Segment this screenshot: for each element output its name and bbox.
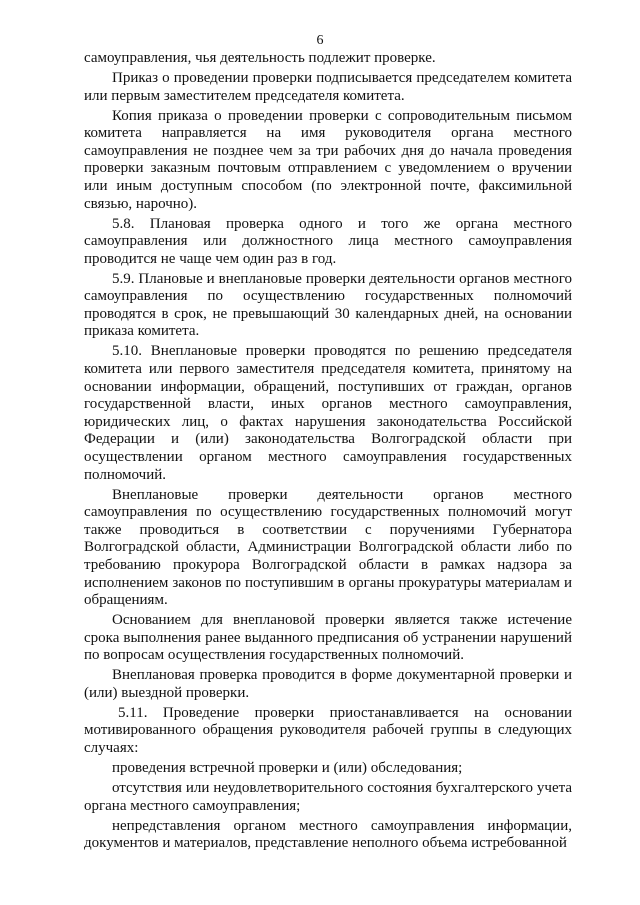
document-body xyxy=(84,50,572,855)
paragraph-unplanned-basis: Основанием для внеплановой проверки является также истечение срока выполнения ранее выданного предписания об устранении нарушений по вопросам осуществления государственных полномочий. xyxy=(84,612,572,664)
paragraph-5-10: 5.10. Внеплановые проверки проводятся по решению председателя комитета или первого заместителя председателя комитета, принятому на основании информации, обращений, поступивших от граждан, органов государственной власти, иных органов местного самоуправления, юридических лиц, о фактах нарушения законодательства Российской Федерации и (или) законодательства Волгоградской области при осуществлении органом местного самоуправления государственных полномочий. xyxy=(84,343,572,483)
paragraph-order-copy: Копия приказа о проведении проверки с сопроводительным письмом комитета направляется на имя руководителя органа местного самоуправления не позднее чем за три рабочих дня до начала проведения проверки заказным почтовым отправлением с уведомлением о вручении или иным доступным способом (по электронной почте, факсимильной связью, нарочно). xyxy=(84,107,572,212)
paragraph-continuation: самоуправления, чья деятельность подлежит проверке. xyxy=(84,50,436,66)
list-item-counter-check: проведения встречной проверки и (или) обследования; xyxy=(112,760,463,777)
list-item-nonsubmission: непредставления органом местного самоуправления информации, документов и материалов, представление неполного объема истребованной xyxy=(84,817,572,852)
paragraph-unplanned-instructions: Внеплановые проверки деятельности органов местного самоуправления по осуществлению государственных полномочий могут также проводиться в соответствии с поручениями Губернатора Волгоградской области, Администрации Волгоградской области либо по требованию прокурора Волгоградской области в рамках надзора за исполнением законов по поступившим в органы прокуратуры материалам и обращениям. xyxy=(84,486,572,609)
paragraph-unplanned-form: Внеплановая проверка проводится в форме документарной проверки и (или) выездной проверки. xyxy=(84,667,572,701)
page-number: 6 xyxy=(316,33,324,48)
paragraph-5-11: 5.11. Проведение проверки приостанавливается на основании мотивированного обращения руководителя рабочей группы в следующих случаях: xyxy=(84,704,572,757)
list-item-accounting: отсутствия или неудовлетворительного состояния бухгалтерского учета органа местного самоуправления; xyxy=(84,780,572,814)
paragraph-order-signing: Приказ о проведении проверки подписывается председателем комитета или первым заместителем председателя комитета. xyxy=(84,69,572,104)
paragraph-5-8: 5.8. Плановая проверка одного и того же органа местного самоуправления или должностного лица местного самоуправления проводится не чаще чем один раз в год. xyxy=(84,215,572,267)
paragraph-5-9: 5.9. Плановые и внеплановые проверки деятельности органов местного самоуправления по осуществлению государственных полномочий проводятся в срок, не превышающий 30 календарных дней, на основании приказа комитета. xyxy=(84,270,572,340)
